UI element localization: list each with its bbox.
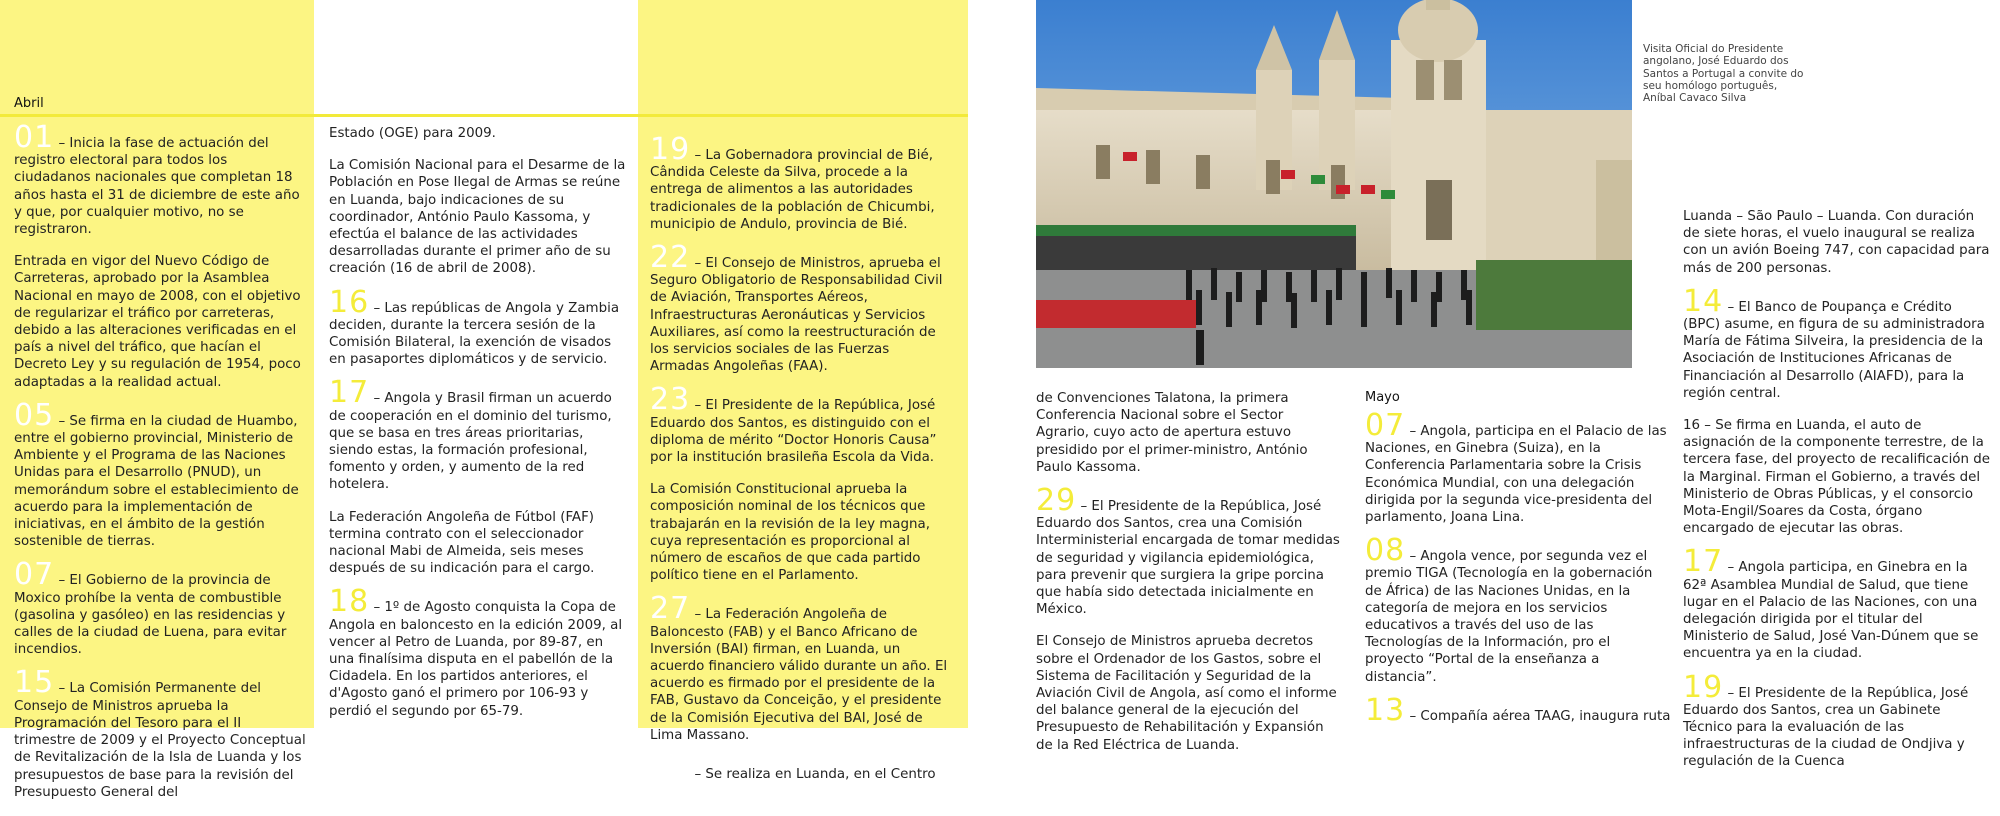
chronology-entry	[329, 584, 631, 719]
entry-text: – Compañía aérea TAAG, inaugura ruta	[1405, 708, 1671, 724]
chronology-entry	[14, 120, 306, 238]
month-label-may: Mayo	[1365, 390, 1400, 405]
column-5	[1365, 408, 1672, 740]
month-label-april: Abril	[14, 96, 44, 111]
entry-text: – Se realiza en Luanda, en el Centro	[690, 767, 936, 783]
column-2	[329, 125, 631, 735]
entry-text: – El Presidente de la República, José Eduardo dos Santos, crea una Comisión Interministerial encargada de tomar medidas de seguridad y vigilancia epidemiológica, para prevenir que surgiera la gripe porcina que había sido detectada inicialmente en México.	[1036, 499, 1340, 618]
chronology-entry	[329, 125, 631, 142]
entry-text: – Las repúblicas de Angola y Zambia deciden, durante la tercera sesión de la Comisión Bilateral, la exención de visados en pasaportes diplomáticos y de servicio.	[329, 300, 620, 368]
entry-text: – La Federación Angoleña de Baloncesto (FAB) y el Banco Africano de Inversión (BAI) firman, en Luanda, un acuerdo financiero válido durante un año. El acuerdo es firmado por el presidente de la FAB, Gustavo da Conceição, y el presidente de la Comisión Ejecutiva del BAI, José de Lima Massano.	[650, 607, 948, 743]
chronology-entry	[1683, 208, 1990, 277]
entry-text: – 1º de Agosto conquista la Copa de Angola en baloncesto en la edición 2009, al vencer al Petro de Luanda, por 89-87, en una finalísima disputa en el pabellón de la Cidadela. En los partidos anteriores, el d'Agosto ganó el primero por 106-93 y perdió el segundo por 65-79.	[329, 600, 623, 719]
chronology-entry	[1683, 669, 1990, 771]
entry-text: – Inicia la fase de actuación del registro electoral para todos los ciudadanos nacionales que completan 18 años hasta el 31 de diciembre de este año y que, por cualquier motivo, no se registraron.	[14, 136, 300, 238]
entry-text: La Comisión Nacional para el Desarme de la Población en Pose Ilegal de Armas se reúne en Luanda, bajo indicaciones de su coordinador, António Paulo Kassoma, y efectúa el balance de las actividades desarrolladas durante el primer año de su creación (16 de abril de 2008).	[329, 158, 626, 277]
entry-text: – Angola, participa en el Palacio de las Naciones, en Ginebra (Suiza), en la Conferencia Parlamentaria sobre la Crisis Económica Mundial, con una delegación dirigida por la segunda vice-presidenta del parlamento, Joana Lina.	[1365, 424, 1667, 526]
entry-text: de Convenciones Talatona, la primera Conferencia Nacional sobre el Sector Agrario, cuyo acto de apertura estuvo presidido por el primer-ministro, António Paulo Kassoma.	[1036, 391, 1308, 475]
day-number: 16	[329, 284, 370, 320]
day-number: 19	[1683, 669, 1724, 705]
entry-text: El Consejo de Ministros aprueba decretos sobre el Ordenador de los Gastos, sobre el Sistema de Facilitación y Seguridad de la Aviación Civil de Angola, así como el informe del balance general de la ejecución del Presupuesto de Rehabilitación y Expansión de la Red Eléctrica de Luanda.	[1036, 634, 1337, 753]
entry-text: – Se firma en la ciudad de Huambo, entre el gobierno provincial, Ministerio de Ambiente y el Programa de las Naciones Unidas para el Desarrollo (PNUD), un memorándum sobre el establecimiento de acuerdo para la implementación de iniciativas, en el ámbito de la gestión sostenible de tierras.	[14, 413, 299, 550]
chronology-entry	[650, 481, 952, 584]
chronology-entry	[14, 253, 306, 391]
day-number: 18	[329, 584, 370, 620]
chronology-entry	[14, 557, 306, 658]
entry-text: Estado (OGE) para 2009.	[329, 126, 496, 141]
column-3	[650, 132, 952, 798]
chronology-entry	[14, 665, 306, 800]
entry-text: Luanda – São Paulo – Luanda. Con duración de siete horas, el vuelo inaugural se realiza con un avión Boeing 747, con capacidad para más de 200 personas.	[1683, 209, 1990, 276]
header-rule	[0, 114, 968, 117]
day-number: 07	[1365, 408, 1406, 443]
day-number: 23	[650, 382, 691, 418]
day-number: 13	[1365, 692, 1406, 728]
monastery-photo	[1036, 0, 1632, 368]
day-number: 22	[650, 240, 691, 276]
column-4	[1036, 390, 1340, 769]
entry-text: – El Banco de Poupança e Crédito (BPC) asume, en figura de su administradora María de Fátima Silveira, la presidencia de la Asociación de Instituciones Africanas de Financiación al Desarrollo (AIAFD), para la región central.	[1683, 299, 1985, 401]
day-number: 14	[1683, 283, 1724, 319]
chronology-entry	[1365, 692, 1672, 728]
entry-text: – El Consejo de Ministros, aprueba el Seguro Obligatorio de Responsabilidad Civil de Aviación, Transportes Aéreos, Infraestructuras Aeronáuticas y Servicios Auxiliares, así como la reestructuración de los servicios sociales de las Fuerzas Armadas Angoleñas (FAA).	[650, 256, 943, 375]
chronology-entry	[650, 591, 952, 744]
entry-text: Entrada en vigor del Nuevo Código de Carreteras, aprobado por la Asamblea Nacional en mayo de 2008, con el objetivo de regularizar el tráfico por carreteras, debido a las alteraciones verificadas en el país a nivel del tráfico, que hacían el Decreto Ley y su regulación de 1954, poco adaptadas a la realidad actual.	[14, 254, 301, 390]
chronology-entry	[329, 509, 631, 578]
day-number: 17	[329, 375, 370, 411]
day-number: 05	[14, 397, 55, 433]
entry-text: – Angola y Brasil firman un acuerdo de cooperación en el dominio del turismo, que se basa en tres áreas prioritarias, siendo estas, la formación profesional, fomento y orden, y aumento de la red hotelera.	[329, 391, 612, 493]
day-number: 19	[650, 132, 691, 167]
chronology-entry	[1683, 417, 1990, 537]
chronology-entry	[650, 382, 952, 466]
entry-text: – El Gobierno de la provincia de Moxico prohíbe la venta de combustible (gasolina y gasóleo) en las residencias y calles de la ciudad de Luena, para evitar incendios.	[14, 573, 287, 658]
day-number: 08	[1365, 533, 1406, 569]
chronology-entry	[329, 157, 631, 277]
chronology-entry	[1365, 408, 1672, 526]
column-1	[14, 120, 306, 816]
entry-text: – Angola participa, en Ginebra en la 62ª Asamblea Mundial de Salud, que tiene lugar en el Palacio de las Naciones, con una delegación dirigida por el titular del Ministerio de Salud, José Van-Dúnem que se encuentra ya en la ciudad.	[1683, 560, 1979, 662]
chronology-entry	[14, 397, 306, 551]
day-number: 17	[1683, 544, 1724, 580]
entry-text: La Comisión Constitucional aprueba la composición nominal de los técnicos que trabajarán en la revisión de la ley magna, cuya representación es proporcional al número de escaños de que cada partido político tiene en el Parlamento.	[650, 482, 930, 584]
entry-text: La Federación Angoleña de Fútbol (FAF) termina contrato con el seleccionador nacional Mabi de Almeida, seis meses después de su indicación para el cargo.	[329, 509, 595, 577]
day-number: 29	[1036, 483, 1077, 519]
chronology-entry	[1683, 544, 1990, 662]
photo-caption: Visita Oficial do Presidente angolano, José Eduardo dos Santos a Portugal a convite do seu homólogo português, Aníbal Cavaco Silva	[1643, 43, 1804, 105]
chronology-entry	[1036, 483, 1340, 618]
chronology-entry	[1683, 283, 1990, 402]
chronology-entry	[650, 751, 952, 787]
chronology-entry	[650, 132, 952, 233]
chronology-entry	[329, 375, 631, 493]
chronology-entry	[1365, 533, 1672, 686]
chronology-entry	[329, 284, 631, 369]
chronology-entry	[1036, 633, 1340, 753]
entry-text: – La Gobernadora provincial de Bié, Cândida Celeste da Silva, procede a la entrega de alimentos a las autoridades tradicionales de la población de Chicumbi, municipio de Andulo, provincia de Bié.	[650, 148, 935, 232]
day-number: 07	[14, 557, 55, 593]
entry-text: 16 – Se firma en Luanda, el auto de asignación de la componente terrestre, de la tercera fase, del proyecto de recalificación de la Marginal. Firman el Gobierno, a través del Ministerio de Obras Públicas, y el consorcio Mota-Engil/Soares da Costa, órgano encargado de ejecutar las obras.	[1683, 418, 1990, 537]
day-number: 01	[14, 120, 55, 155]
entry-text: – El Presidente de la República, José Eduardo dos Santos, crea un Gabinete Técnico para la evaluación de las infraestructuras de la ciudad de Ondjiva y regulación de la Cuenca	[1683, 685, 1969, 770]
day-number: 27	[650, 591, 691, 627]
chronology-entry	[650, 240, 952, 375]
entry-text: – Angola vence, por segunda vez el premio TIGA (Tecnología en la gobernación de África) de las Naciones Unidas, en la categoría de mejora en los servicios educativos a través del uso de las Tecnologías de la Información, pro el proyecto “Portal de la enseñanza a distancia”.	[1365, 549, 1653, 685]
entry-text: – La Comisión Permanente del Consejo de Ministros aprueba la Programación del Tesoro para el II trimestre de 2009 y el Proyecto Conceptual de Revitalización de la Isla de Luanda y los presupuestos de base para la revisión del Presupuesto General del	[14, 681, 306, 800]
column-6	[1683, 208, 1990, 786]
day-number: 15	[14, 665, 55, 701]
day-number: 28	[650, 751, 691, 787]
chronology-entry	[1036, 390, 1340, 476]
entry-text: – El Presidente de la República, José Eduardo dos Santos, es distinguido con el diploma de mérito “Doctor Honoris Causa” por la institución brasileña Escola da Vida.	[650, 398, 937, 466]
